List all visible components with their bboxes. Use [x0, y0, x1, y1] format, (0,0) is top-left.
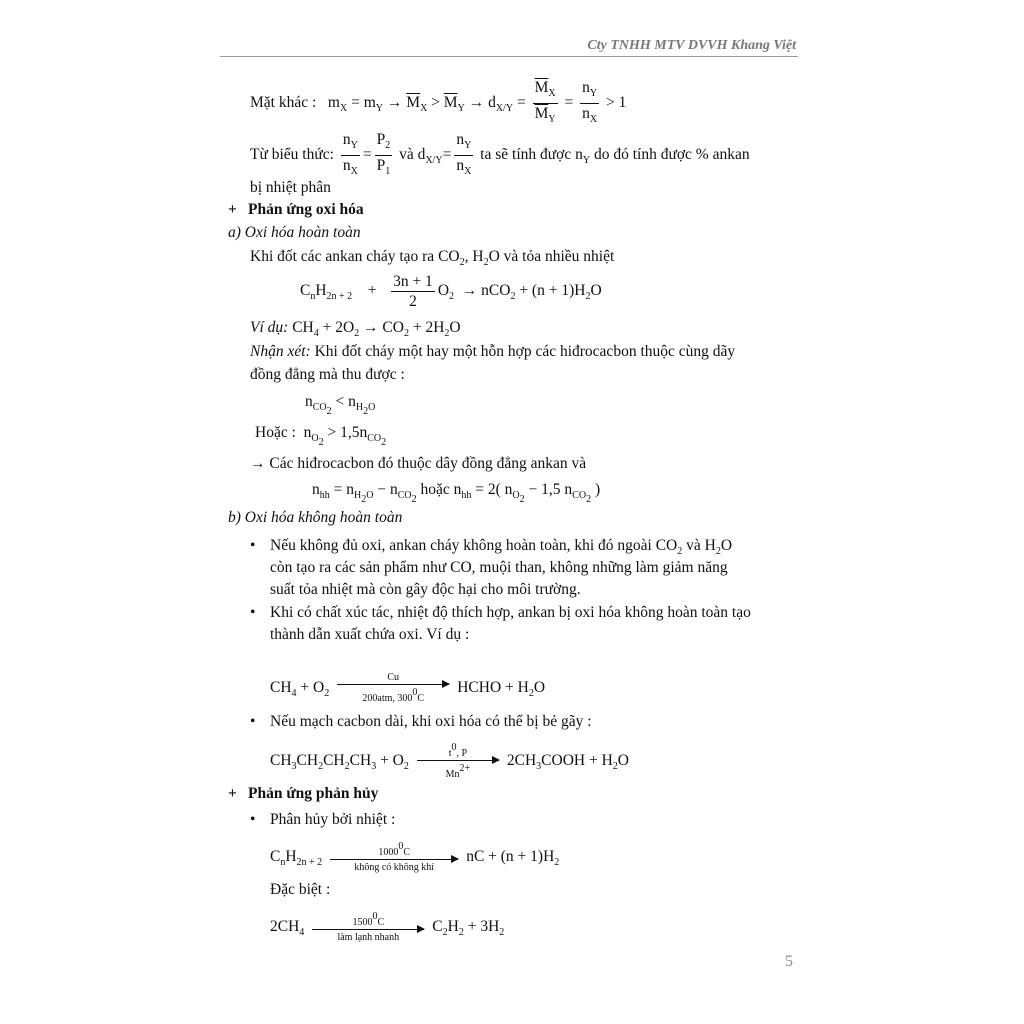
line-dac-biet: Đặc biệt : — [270, 881, 331, 898]
bullet-mach-dai: • Nếu mạch cacbon dài, khi oxi hóa có thể bị bẻ gãy : — [250, 713, 592, 730]
reaction-arrow: $\frac{t^0, P}{Mn^{2+}}$ — [417, 742, 499, 781]
line-bi-nhiet-phan: bị nhiệt phân — [250, 179, 331, 196]
page-number: 5 — [785, 953, 793, 970]
subsection-b: b) Oxi hóa không hoàn toàn — [228, 509, 403, 526]
line-dong-dang: đồng đẳng mà thu được : — [250, 366, 405, 383]
section-oxi-hoa: + Phản ứng oxi hóa — [228, 201, 364, 218]
line-tu-bieu-thuc: Từ biểu thức: $\frac{n_Y}{n_X}$ = $\frac{P_2}{P_1}$ và $d_{X/Y}=$ $\frac{n_Y}{n_X}$ ta sẽ tính được $n_Y$ do đó tính được % ankan — [250, 131, 750, 177]
condition-2: Hoặc : $n_{O_2} > 1,5n_{CO_2}$ — [255, 424, 387, 448]
line-khi-dot: Khi đốt các ankan cháy tạo ra $CO_2$, $H_2O$ và tỏa nhiều nhiệt — [250, 248, 615, 268]
section-phan-huy: + Phản ứng phản hủy — [228, 785, 379, 802]
reaction-arrow: Cu 200atm, $300^0C$ — [337, 672, 449, 705]
line-cac-hidrocacbon: → Các hiđrocacbon đó thuộc dây đồng đẳng ankan và — [250, 455, 587, 472]
line-mat-khac: Mặt khác : $m_X = m_Y \to \overline{M}_X > \overline{M}_Y \to d_{X/Y}$ = $\frac{\overline{M}_X}{\overline{M}_Y}$ = $\frac{n_Y}{n_X}$ > 1 — [250, 79, 627, 125]
reaction-acetic: $CH_3CH_2CH_2CH_3 + O_2$ $\frac{t^0, P}{Mn^{2+}}$ $2CH_3COOH + H_2O$ — [270, 742, 629, 780]
running-header: Cty TNHH MTV DVVH Khang Việt — [587, 38, 796, 53]
reaction-acetylene: $2CH_4$ 1500$^0$C làm lạnh nhanh $C_2H_2 + 3H_2$ — [270, 910, 505, 943]
bullet-xuc-tac: • Khi có chất xúc tác, nhiệt độ thích hợp, ankan bị oxi hóa không hoàn toàn tạo — [250, 604, 751, 621]
formula-nhh: $n_{hh} = n_{H_2O} - n_{CO_2}$ hoặc $n_{hh} = 2$( $n_{O_2} - 1,5$ $n_{CO_2}$ ) — [312, 481, 601, 505]
reaction-arrow: 1500$^0$C làm lạnh nhanh — [312, 911, 424, 944]
header-rule — [220, 56, 798, 57]
reaction-formaldehyde: $CH_4 + O_2$ Cu 200atm, $300^0C$ HCHO + $H_2O$ — [270, 671, 546, 704]
reaction-pyrolysis: $C_nH_{2n + 2}$ 1000$^0$C không có không khí nC + $(n + 1)H_2$ — [270, 840, 560, 873]
bullet-line: còn tạo ra các sản phẩm như CO, muội than, không những làm giảm năng — [270, 559, 728, 576]
condition-1: $n_{CO_2} < n_{H_2O}$ — [305, 393, 376, 417]
line-vi-du: Ví dụ: $CH_4 + 2O_2 \to CO_2 + 2H_2O$ — [250, 319, 461, 339]
bullet-line: thành dẫn xuất chứa oxi. Ví dụ : — [270, 626, 470, 643]
subsection-a: a) Oxi hóa hoàn toàn — [228, 224, 361, 241]
bullet-phan-huy-nhiet: • Phân hủy bởi nhiệt : — [250, 811, 396, 828]
bullet-khong-du-oxi: • Nếu không đủ oxi, ankan cháy không hoàn toàn, khi đó ngoài $CO_2$ và $H_2O$ — [250, 537, 733, 557]
equation-combustion: $C_nH_{2n + 2}$ + $\frac{3n + 1}{2}$ $O_2 \to nCO_2 + (n + 1)H_2O$ — [300, 273, 602, 310]
reaction-arrow: 1000$^0$C không có không khí — [330, 841, 458, 874]
line-nhan-xet: Nhận xét: Khi đốt cháy một hay một hỗn hợp các hiđrocacbon thuộc cùng dãy — [250, 343, 736, 360]
bullet-line: suất tỏa nhiệt mà còn gây độc hại cho môi trường. — [270, 581, 581, 598]
